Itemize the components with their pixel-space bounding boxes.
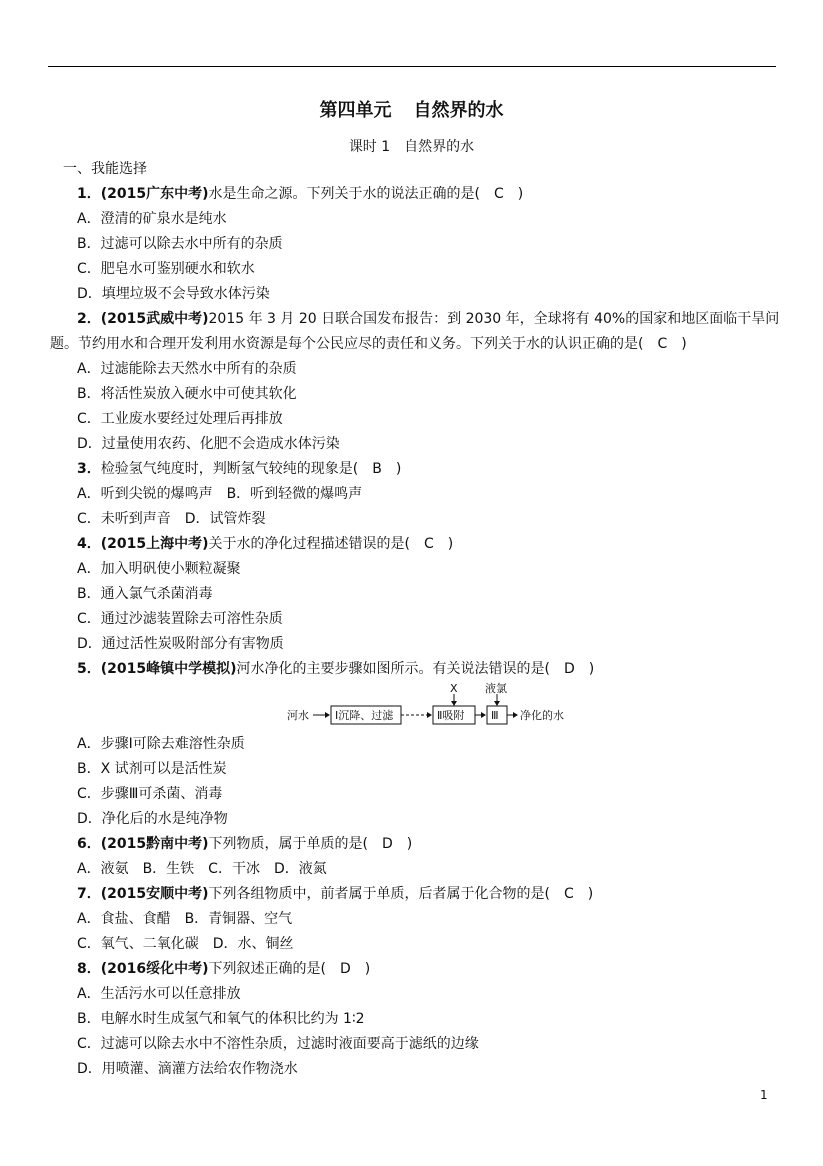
question-number: 6． [77, 836, 101, 852]
question-source: (2015上海中考) [100, 536, 209, 552]
answer-option: C．工业废水要经过处理后再排放 [77, 411, 283, 427]
question-text: 关于水的净化过程描述错误的是( C ) [208, 536, 454, 552]
answer-option: A．听到尖锐的爆鸣声 B．听到轻微的爆鸣声 [77, 486, 363, 502]
answer-option: C．过滤可以除去水中不溶性杂质，过滤时液面要高于滤纸的边缘 [77, 1036, 479, 1052]
answer-option: B．将活性炭放入硬水中可使其软化 [77, 386, 297, 402]
question-text: 河水净化的主要步骤如图所示。有关说法错误的是( D ) [236, 661, 595, 677]
header-rule [48, 66, 776, 67]
question-source: (2015武威中考) [100, 311, 209, 327]
answer-option: B．X 试剂可以是活性炭 [77, 761, 227, 777]
question-number: 3． [77, 461, 101, 477]
lesson-subtitle: 课时 1 自然界的水 [348, 139, 475, 155]
answer-option: A．过滤能除去天然水中所有的杂质 [77, 361, 297, 377]
answer-option: D．用喷灌、滴灌方法给农作物浇水 [77, 1061, 298, 1077]
title-unit: 第四单元 [319, 100, 392, 121]
diagram-step1-label: Ⅰ沉降、过滤 [335, 709, 394, 722]
question-text: 2015 年 3 月 20 日联合国发布报告：到 2030 年，全球将有 40%的国家和地区面临干旱问 [208, 311, 780, 327]
question-source: (2015峰镇中学模拟) [100, 661, 237, 677]
answer-option: D．过量使用农药、化肥不会造成水体污染 [77, 436, 340, 452]
question-number: 8． [77, 961, 101, 977]
diagram-river-label: 河水 [287, 709, 309, 722]
question-stem [50, 457, 775, 482]
answer-option: A．食盐、食醋 B．青铜器、空气 [77, 911, 293, 927]
question-text: 检验氢气纯度时，判断氢气较纯的现象是( B ) [100, 461, 402, 477]
question-number: 5． [77, 661, 101, 677]
answer-option: D．通过活性炭吸附部分有害物质 [77, 636, 284, 652]
question-source: (2016绥化中考) [100, 961, 209, 977]
title-topic: 自然界的水 [413, 100, 504, 121]
question-number: 1． [77, 186, 101, 202]
answer-option: A．加入明矾使小颗粒凝聚 [77, 561, 241, 577]
answer-option: B．电解水时生成氢气和氧气的体积比约为 1∶2 [77, 1011, 365, 1027]
answer-option: C．步骤Ⅲ可杀菌、消毒 [77, 786, 223, 802]
page-title [0, 96, 823, 122]
question-list [50, 157, 780, 1082]
question-stem [50, 657, 775, 682]
answer-option: A．生活污水可以任意排放 [77, 986, 241, 1002]
question-stem [50, 882, 775, 907]
question-stem [50, 832, 775, 857]
answer-option: A．澄清的矿泉水是纯水 [77, 211, 227, 227]
question-text: 下列物质，属于单质的是( D ) [208, 836, 413, 852]
answer-option: C．氧气、二氧化碳 D．水、铜丝 [77, 936, 294, 952]
answer-option: C．肥皂水可鉴别硬水和软水 [77, 261, 255, 277]
question-source: (2015广东中考) [100, 186, 209, 202]
section-heading: 一、我能选择 [63, 161, 147, 177]
question-stem [50, 957, 775, 982]
question-stem [50, 307, 780, 332]
diagram-step2-label: Ⅱ吸附 [437, 709, 465, 722]
question-source: (2015安顺中考) [100, 886, 209, 902]
question-source: (2015黔南中考) [100, 836, 209, 852]
water-purification-diagram [50, 682, 775, 732]
answer-option: C．通过沙滤装置除去可溶性杂质 [77, 611, 283, 627]
answer-option: C．未听到声音 D．试管炸裂 [77, 511, 266, 527]
diagram-x-label: X [450, 682, 458, 695]
answer-option: D．填埋垃圾不会导致水体污染 [77, 286, 270, 302]
diagram-step3-label: Ⅲ [491, 709, 499, 722]
page-number: 1 [760, 1088, 768, 1102]
question-stem [50, 182, 775, 207]
diagram-output-label: 净化的水 [520, 709, 564, 722]
question-text: 水是生命之源。下列关于水的说法正确的是( C ) [208, 186, 524, 202]
answer-option: B．过滤可以除去水中所有的杂质 [77, 236, 283, 252]
diagram-chlorine-label: 液氯 [485, 682, 507, 695]
question-number: 2． [77, 311, 101, 327]
answer-option: A．液氨 B．生铁 C．干冰 D．液氮 [77, 861, 327, 877]
question-number: 7． [77, 886, 101, 902]
question-number: 4． [77, 536, 101, 552]
question-stem [50, 532, 775, 557]
question-text: 下列叙述正确的是( D ) [208, 961, 371, 977]
answer-option: A．步骤Ⅰ可除去难溶性杂质 [77, 736, 245, 752]
question-text-continued: 题。节约用水和合理开发利用水资源是每个公民应尽的责任和义务。下列关于水的认识正确的是( C ) [50, 336, 687, 352]
answer-option: D．净化后的水是纯净物 [77, 811, 228, 827]
answer-option: B．通入氯气杀菌消毒 [77, 586, 213, 602]
question-text: 下列各组物质中，前者属于单质，后者属于化合物的是( C ) [208, 886, 594, 902]
